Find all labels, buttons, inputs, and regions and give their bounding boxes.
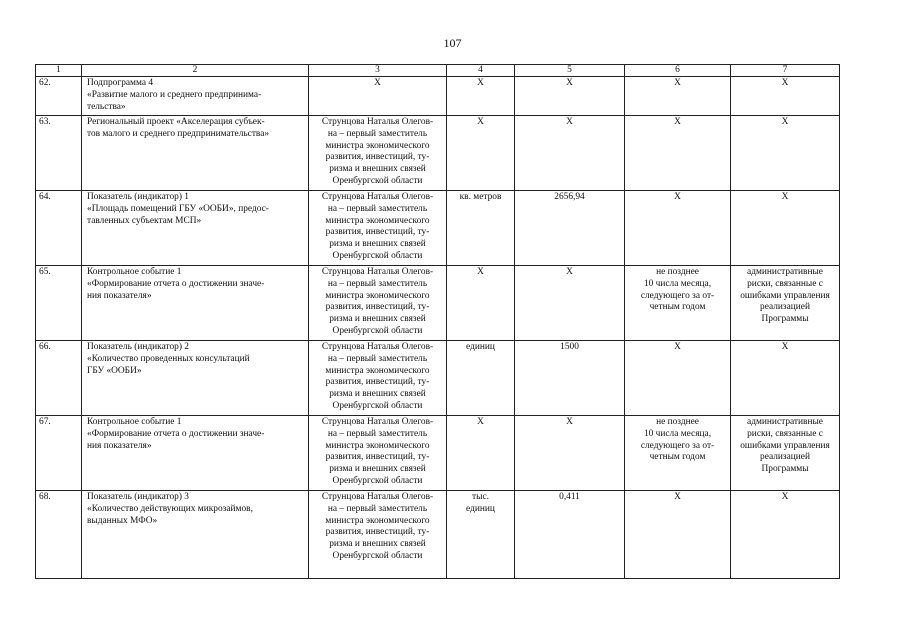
table-row	[36, 77, 840, 116]
row-risks: Х	[731, 191, 840, 266]
row-risks: административные риски, связанные с ошибками управления реализацией Программы	[731, 416, 840, 491]
table-row	[36, 191, 840, 266]
row-responsible: Струнцова Наталья Олегов- на – первый заместитель министра экономического развития, инвестиций, ту- ризма и внешних связей Оренбургской области	[309, 116, 447, 191]
row-unit: единиц	[447, 341, 515, 416]
row-deadline: Х	[625, 491, 731, 579]
row-risks: Х	[731, 116, 840, 191]
row-deadline: Х	[625, 77, 731, 116]
row-responsible: Х	[309, 77, 447, 116]
row-risks: административные риски, связанные с ошибками управления реализацией Программы	[731, 266, 840, 341]
row-value: 1500	[515, 341, 625, 416]
row-unit: кв. метров	[447, 191, 515, 266]
row-deadline: Х	[625, 191, 731, 266]
program-table	[35, 64, 840, 579]
column-number: 2	[82, 65, 309, 77]
row-value: Х	[515, 116, 625, 191]
row-number: 66.	[36, 341, 82, 416]
row-name: Контрольное событие 1 «Формирование отчета о достижении значе- ния показателя»	[82, 416, 309, 491]
row-deadline: Х	[625, 116, 731, 191]
row-responsible: Струнцова Наталья Олегов- на – первый заместитель министра экономического развития, инвестиций, ту- ризма и внешних связей Оренбургской области	[309, 416, 447, 491]
table-row	[36, 116, 840, 191]
table-row	[36, 416, 840, 491]
column-number-row	[36, 65, 840, 77]
row-name: Подпрограмма 4 «Развитие малого и среднего предпринима- тельства»	[82, 77, 309, 116]
column-number: 1	[36, 65, 82, 77]
row-value: Х	[515, 416, 625, 491]
row-name: Показатель (индикатор) 2 «Количество проведенных консультаций ГБУ «ООБИ»	[82, 341, 309, 416]
row-name: Региональный проект «Акселерация субъек- тов малого и среднего предпринимательства»	[82, 116, 309, 191]
row-unit: Х	[447, 116, 515, 191]
column-number: 6	[625, 65, 731, 77]
table-row	[36, 491, 840, 579]
row-responsible: Струнцова Наталья Олегов- на – первый заместитель министра экономического развития, инвестиций, ту- ризма и внешних связей Оренбургской области	[309, 191, 447, 266]
row-number: 67.	[36, 416, 82, 491]
page-number: 107	[443, 36, 462, 50]
row-name: Показатель (индикатор) 3 «Количество действующих микрозаймов, выданных МФО»	[82, 491, 309, 579]
column-number: 7	[731, 65, 840, 77]
row-number: 63.	[36, 116, 82, 191]
column-number: 3	[309, 65, 447, 77]
row-responsible: Струнцова Наталья Олегов- на – первый заместитель министра экономического развития, инвестиций, ту- ризма и внешних связей Оренбургской области	[309, 266, 447, 341]
row-number: 68.	[36, 491, 82, 579]
row-deadline: Х	[625, 341, 731, 416]
row-unit: тыс. единиц	[447, 491, 515, 579]
row-risks: Х	[731, 341, 840, 416]
row-number: 62.	[36, 77, 82, 116]
row-value: Х	[515, 77, 625, 116]
row-risks: Х	[731, 77, 840, 116]
column-number: 5	[515, 65, 625, 77]
row-value: 0,411	[515, 491, 625, 579]
row-name: Контрольное событие 1 «Формирование отчета о достижении значе- ния показателя»	[82, 266, 309, 341]
table-row	[36, 341, 840, 416]
row-value: Х	[515, 266, 625, 341]
row-responsible: Струнцова Наталья Олегов- на – первый заместитель министра экономического развития, инвестиций, ту- ризма и внешних связей Оренбургской области	[309, 341, 447, 416]
column-number: 4	[447, 65, 515, 77]
row-number: 64.	[36, 191, 82, 266]
row-name: Показатель (индикатор) 1 «Площадь помещений ГБУ «ООБИ», предос- тавленных субъектам МСП»	[82, 191, 309, 266]
row-unit: Х	[447, 77, 515, 116]
row-unit: Х	[447, 266, 515, 341]
row-responsible: Струнцова Наталья Олегов- на – первый заместитель министра экономического развития, инвестиций, ту- ризма и внешних связей Оренбургской области	[309, 491, 447, 579]
row-number: 65.	[36, 266, 82, 341]
table-row	[36, 266, 840, 341]
row-deadline: не позднее 10 числа месяца, следующего за от- четным годом	[625, 266, 731, 341]
row-value: 2656,94	[515, 191, 625, 266]
row-risks: Х	[731, 491, 840, 579]
row-unit: Х	[447, 416, 515, 491]
row-deadline: не позднее 10 числа месяца, следующего за от- четным годом	[625, 416, 731, 491]
